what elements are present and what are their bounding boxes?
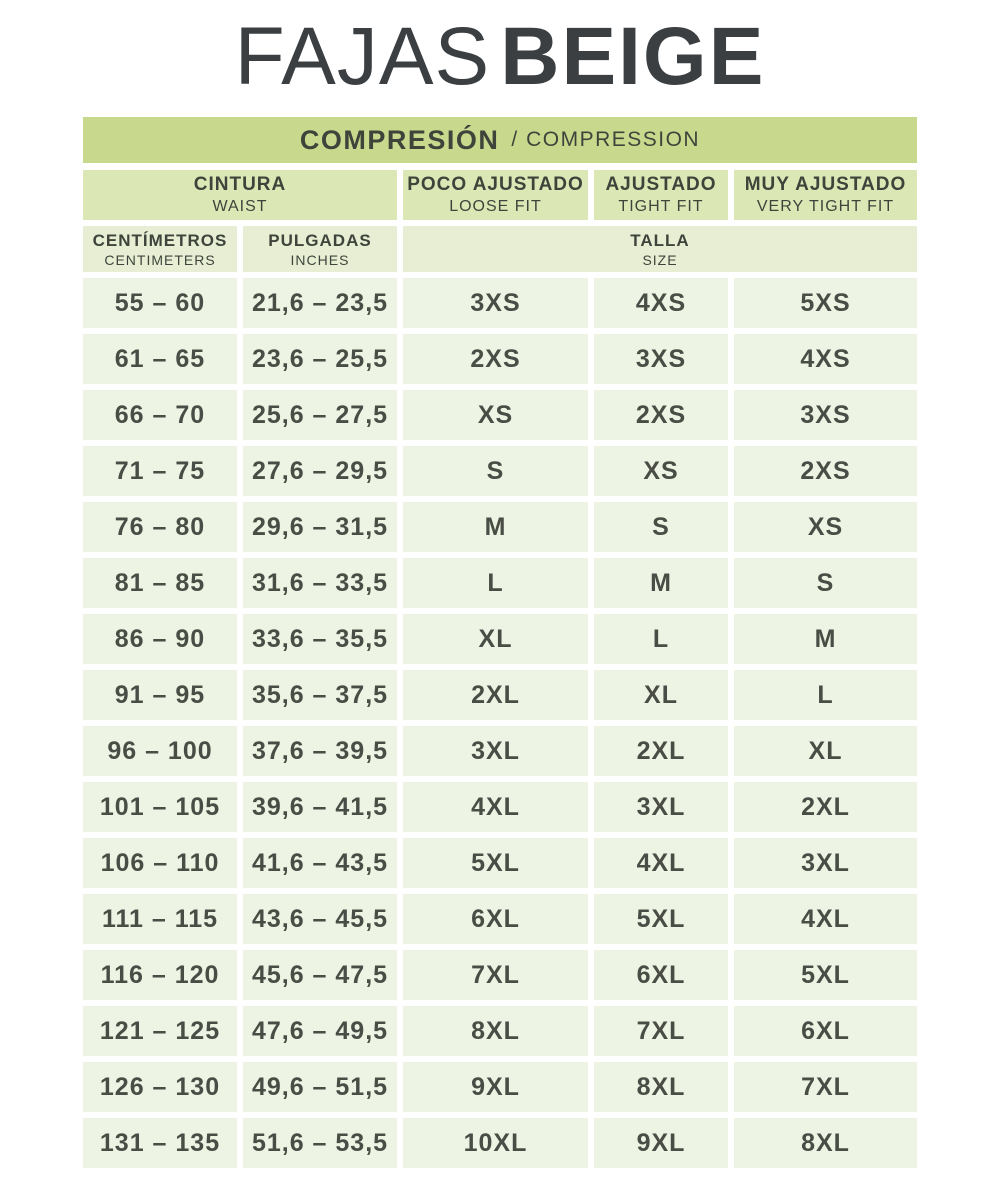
column-header-pulgadas xyxy=(243,226,397,272)
size-table-body xyxy=(83,278,917,1168)
cell-size-very-tight-fit: S xyxy=(734,558,917,608)
cell-size-very-tight-fit: 5XL xyxy=(734,950,917,1000)
header-row-groups xyxy=(83,170,917,220)
cell-waist-cm: 55 – 60 xyxy=(83,278,237,328)
column-header-cintura-es: CINTURA xyxy=(193,174,287,196)
cell-size-very-tight-fit: 8XL xyxy=(734,1118,917,1168)
cell-size-tight-fit: M xyxy=(594,558,728,608)
cell-waist-cm: 71 – 75 xyxy=(83,446,237,496)
cell-waist-inches: 41,6 – 43,5 xyxy=(243,838,397,888)
cell-waist-cm: 91 – 95 xyxy=(83,670,237,720)
cell-size-very-tight-fit: 6XL xyxy=(734,1006,917,1056)
cell-waist-inches: 33,6 – 35,5 xyxy=(243,614,397,664)
cell-waist-cm: 96 – 100 xyxy=(83,726,237,776)
cell-size-loose-fit: 6XL xyxy=(403,894,588,944)
column-header-poco-ajustado-en: LOOSE FIT xyxy=(449,198,542,216)
cell-size-loose-fit: 5XL xyxy=(403,838,588,888)
compression-size-table xyxy=(83,117,917,1168)
column-header-centimetros xyxy=(83,226,237,272)
header-row-units xyxy=(83,226,917,272)
cell-size-very-tight-fit: 3XS xyxy=(734,390,917,440)
column-header-talla-es: TALLA xyxy=(630,230,690,250)
cell-size-loose-fit: 8XL xyxy=(403,1006,588,1056)
column-header-pulgadas-es: PULGADAS xyxy=(268,230,372,250)
cell-size-loose-fit: S xyxy=(403,446,588,496)
cell-waist-inches: 45,6 – 47,5 xyxy=(243,950,397,1000)
column-header-poco-ajustado-es: POCO AJUSTADO xyxy=(407,174,584,196)
cell-waist-cm: 86 – 90 xyxy=(83,614,237,664)
cell-size-tight-fit: L xyxy=(594,614,728,664)
cell-size-loose-fit: XS xyxy=(403,390,588,440)
cell-size-very-tight-fit: 4XS xyxy=(734,334,917,384)
cell-size-tight-fit: 4XL xyxy=(594,838,728,888)
cell-size-very-tight-fit: 3XL xyxy=(734,838,917,888)
cell-waist-cm: 116 – 120 xyxy=(83,950,237,1000)
cell-size-tight-fit: 9XL xyxy=(594,1118,728,1168)
cell-waist-cm: 126 – 130 xyxy=(83,1062,237,1112)
cell-size-tight-fit: 2XL xyxy=(594,726,728,776)
cell-waist-inches: 47,6 – 49,5 xyxy=(243,1006,397,1056)
cell-size-tight-fit: 6XL xyxy=(594,950,728,1000)
cell-size-loose-fit: 2XS xyxy=(403,334,588,384)
cell-waist-inches: 25,6 – 27,5 xyxy=(243,390,397,440)
cell-size-loose-fit: 3XS xyxy=(403,278,588,328)
cell-waist-cm: 121 – 125 xyxy=(83,1006,237,1056)
cell-waist-cm: 66 – 70 xyxy=(83,390,237,440)
cell-size-loose-fit: 9XL xyxy=(403,1062,588,1112)
column-header-cintura xyxy=(83,170,397,220)
cell-size-tight-fit: 7XL xyxy=(594,1006,728,1056)
page-title xyxy=(0,11,1000,102)
cell-size-loose-fit: XL xyxy=(403,614,588,664)
compression-banner xyxy=(83,117,917,163)
cell-size-tight-fit: 4XS xyxy=(594,278,728,328)
cell-waist-cm: 106 – 110 xyxy=(83,838,237,888)
cell-size-very-tight-fit: XS xyxy=(734,502,917,552)
cell-size-very-tight-fit: 2XS xyxy=(734,446,917,496)
cell-waist-inches: 39,6 – 41,5 xyxy=(243,782,397,832)
cell-size-very-tight-fit: 2XL xyxy=(734,782,917,832)
cell-size-tight-fit: XS xyxy=(594,446,728,496)
column-header-cintura-en: WAIST xyxy=(212,198,268,216)
cell-size-loose-fit: 2XL xyxy=(403,670,588,720)
column-header-talla xyxy=(403,226,917,272)
cell-waist-inches: 43,6 – 45,5 xyxy=(243,894,397,944)
cell-size-very-tight-fit: 5XS xyxy=(734,278,917,328)
cell-waist-cm: 131 – 135 xyxy=(83,1118,237,1168)
cell-size-loose-fit: M xyxy=(403,502,588,552)
column-header-muy-ajustado xyxy=(734,170,917,220)
cell-size-loose-fit: 7XL xyxy=(403,950,588,1000)
cell-size-tight-fit: XL xyxy=(594,670,728,720)
cell-waist-inches: 21,6 – 23,5 xyxy=(243,278,397,328)
title-word-beige: BEIGE xyxy=(500,11,766,102)
cell-waist-cm: 111 – 115 xyxy=(83,894,237,944)
banner-title-es: COMPRESIÓN xyxy=(299,124,500,155)
cell-size-tight-fit: 3XS xyxy=(594,334,728,384)
title-word-fajas: FAJAS xyxy=(234,11,491,102)
cell-size-tight-fit: 5XL xyxy=(594,894,728,944)
cell-size-very-tight-fit: 4XL xyxy=(734,894,917,944)
cell-waist-inches: 31,6 – 33,5 xyxy=(243,558,397,608)
column-header-muy-ajustado-es: MUY AJUSTADO xyxy=(744,174,907,196)
cell-size-tight-fit: 8XL xyxy=(594,1062,728,1112)
cell-size-loose-fit: L xyxy=(403,558,588,608)
cell-waist-inches: 35,6 – 37,5 xyxy=(243,670,397,720)
cell-waist-inches: 51,6 – 53,5 xyxy=(243,1118,397,1168)
column-header-centimetros-en: CENTIMETERS xyxy=(104,251,216,268)
cell-size-very-tight-fit: L xyxy=(734,670,917,720)
cell-size-tight-fit: 2XS xyxy=(594,390,728,440)
cell-size-loose-fit: 4XL xyxy=(403,782,588,832)
column-header-pulgadas-en: INCHES xyxy=(290,251,350,268)
cell-size-tight-fit: 3XL xyxy=(594,782,728,832)
column-header-muy-ajustado-en: VERY TIGHT FIT xyxy=(756,198,895,216)
cell-waist-cm: 101 – 105 xyxy=(83,782,237,832)
cell-waist-inches: 27,6 – 29,5 xyxy=(243,446,397,496)
column-header-ajustado xyxy=(594,170,728,220)
cell-size-tight-fit: S xyxy=(594,502,728,552)
cell-size-loose-fit: 10XL xyxy=(403,1118,588,1168)
cell-size-loose-fit: 3XL xyxy=(403,726,588,776)
cell-waist-inches: 37,6 – 39,5 xyxy=(243,726,397,776)
cell-size-very-tight-fit: XL xyxy=(734,726,917,776)
column-header-ajustado-es: AJUSTADO xyxy=(605,174,717,196)
cell-waist-inches: 49,6 – 51,5 xyxy=(243,1062,397,1112)
cell-waist-inches: 23,6 – 25,5 xyxy=(243,334,397,384)
column-header-talla-en: SIZE xyxy=(642,251,678,268)
cell-waist-inches: 29,6 – 31,5 xyxy=(243,502,397,552)
cell-size-very-tight-fit: 7XL xyxy=(734,1062,917,1112)
cell-waist-cm: 76 – 80 xyxy=(83,502,237,552)
cell-waist-cm: 61 – 65 xyxy=(83,334,237,384)
cell-size-very-tight-fit: M xyxy=(734,614,917,664)
column-header-centimetros-es: CENTÍMETROS xyxy=(92,230,228,250)
banner-title-en: / COMPRESSION xyxy=(511,128,701,152)
column-header-ajustado-en: TIGHT FIT xyxy=(618,198,704,216)
column-header-poco-ajustado xyxy=(403,170,588,220)
cell-waist-cm: 81 – 85 xyxy=(83,558,237,608)
